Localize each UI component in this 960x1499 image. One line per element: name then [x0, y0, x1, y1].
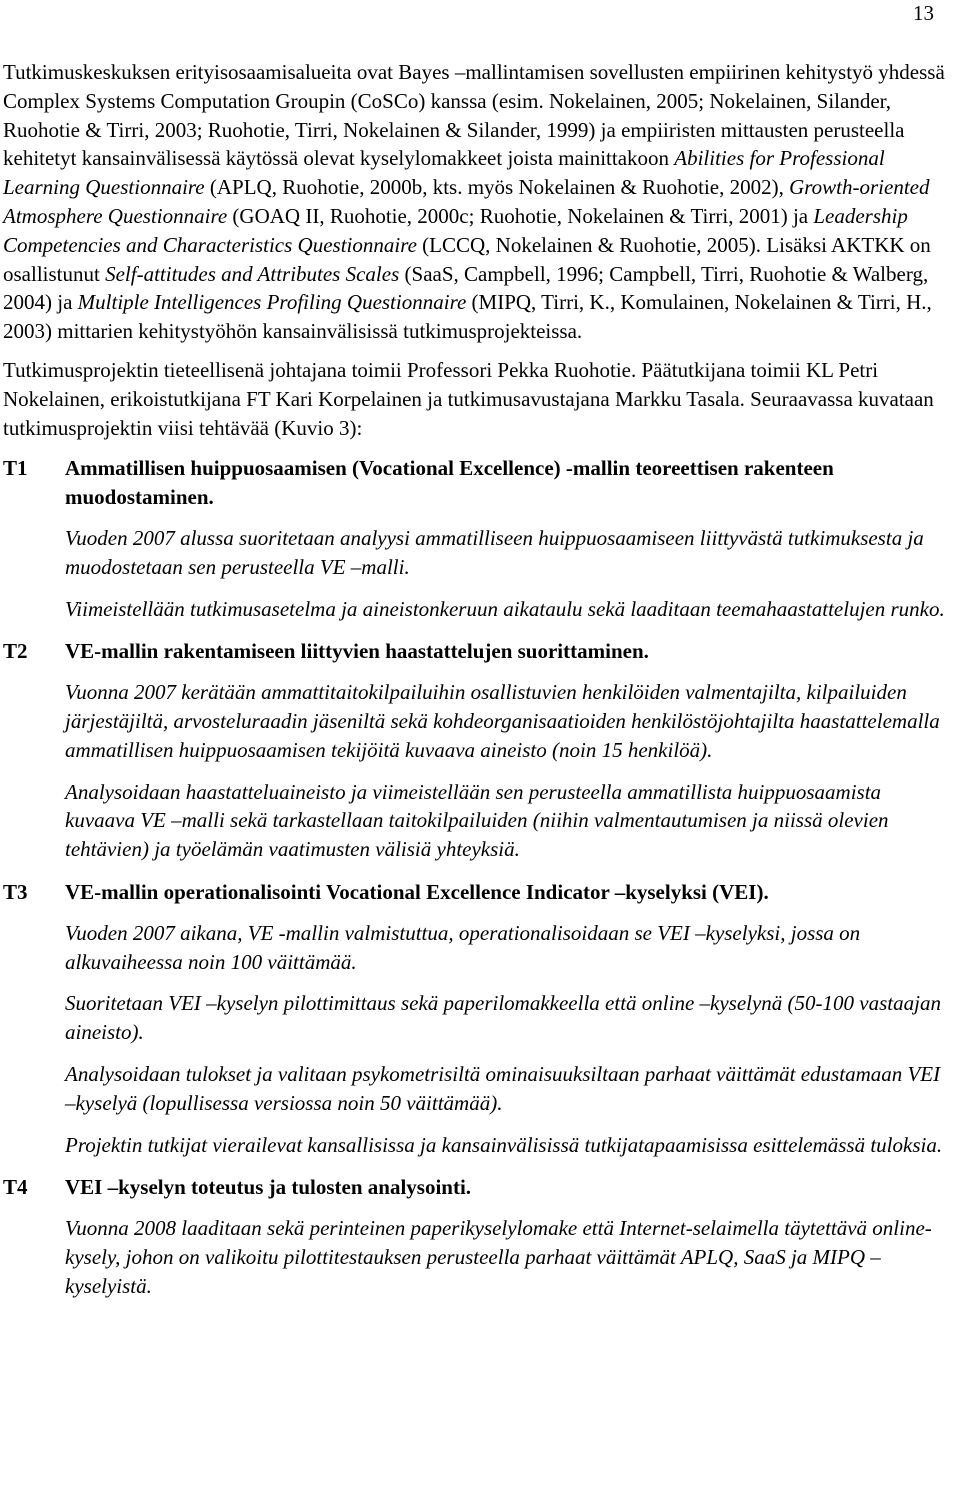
task-body — [65, 1173, 953, 1314]
intro-text-5: (SaaS, Campbell, 1996; Campbell, Tirri, Ruohotie & Walberg, 2004) ja — [3, 261, 929, 315]
task-t4 — [3, 1173, 953, 1314]
task-t2 — [3, 637, 953, 878]
task-body — [65, 878, 953, 1173]
task-description: Vuoden 2007 alussa suoritetaan analyysi ammatilliseen huippuosaamiseen liittyvästä tutkimuksesta ja muodostetaan sen perusteella VE –malli. — [65, 525, 924, 579]
task-id: T2 — [3, 639, 28, 664]
aplq-title: Abilities for Professional Learning Questionnaire — [3, 146, 885, 200]
task-description: Projektin tutkijat vierailevat kansallisissa ja kansainvälisissä tutkijatapaamisissa esittelemässä tuloksia. — [65, 1132, 943, 1157]
lccq-title: Leadership Competencies and Characteristics Questionnaire — [3, 203, 908, 257]
intro-text-6: (MIPQ, Tirri, K., Komulainen, Nokelainen & Tirri, H., 2003) mittarien kehitystyöhön kansainvälisissä tutkimusprojekteissa. — [3, 290, 932, 344]
task-description: Suoritetaan VEI –kyselyn pilottimittaus sekä paperilomakkeella että online –kyselynä (50-100 vastaajan aineisto). — [65, 991, 941, 1045]
task-description: Vuonna 2007 kerätään ammattitaitokilpailuihin osallistuvien henkilöiden valmentajilta, kilpailuiden järjestäjiltä, arvosteluraadin jäseniltä sekä kohdeorganisaatioiden henkilöstöjohtajilta haastattelemalla ammatillisen huippuosaamisen tekijöitä kuvaava aineisto (noin 15 henkilöä). — [65, 680, 940, 762]
task-description: Vuonna 2008 laaditaan sekä perinteinen paperikyselylomake että Internet-selaimella täytettävä online-kysely, johon on valikoitu pilottitestauksen perusteella parhaat väittämät APLQ, SaaS ja MIPQ –kyselyistä. — [65, 1216, 932, 1298]
task-id: T4 — [3, 1175, 28, 1200]
task-title: VE-mallin operationalisointi Vocational Excellence Indicator –kyselyksi (VEI). — [65, 879, 769, 904]
task-description: Viimeistellään tutkimusasetelma ja aineistonkeruun aikataulu sekä laaditaan teemahaastattelujen runko. — [65, 596, 945, 621]
task-id: T1 — [3, 456, 28, 481]
task-title: Ammatillisen huippuosaamisen (Vocational Excellence) -mallin teoreettisen rakenteen muodostaminen. — [65, 456, 834, 510]
task-description: Analysoidaan tulokset ja valitaan psykometrisiltä ominaisuuksiltaan parhaat väittämät edustamaan VEI –kyselyä (lopullisessa versiossa noin 50 väittämää). — [65, 1061, 941, 1115]
intro-text-1: Tutkimuskeskuksen erityisosaamisalueita ovat Bayes –mallintamisen sovellusten empiirinen kehitystyö yhdessä Complex Systems Computation Groupin (CoSCo) kanssa (esim. Nokelainen, 2005; Nokelainen, Silander, Ruohotie & Tirri, 2003; Ruohotie, Tirri, Nokelainen & Silander, 1999) ja empiiristen mittausten perusteella kehitetyt kansainvälisessä käytössä olevat kyselylomakkeet joista mainittakoon — [3, 60, 945, 171]
task-body — [65, 454, 953, 637]
task-t1 — [3, 454, 953, 637]
task-title: VE-mallin rakentamiseen liittyvien haastattelujen suorittaminen. — [65, 639, 649, 664]
task-body — [65, 637, 953, 878]
task-title: VEI –kyselyn toteutus ja tulosten analysointi. — [65, 1175, 472, 1200]
task-description: Analysoidaan haastatteluaineisto ja viimeistellään sen perusteella ammatillista huippuosaamista kuvaava VE –malli sekä tarkastellaan taitokilpailuiden (niihin valmentautumisen ja niissä olevien tehtävien) ja työelämän vaatimusten välisiä yhteyksiä. — [65, 779, 889, 862]
intro-text-3: (GOAQ II, Ruohotie, 2000c; Ruohotie, Nokelainen & Tirri, 2001) ja — [227, 203, 814, 228]
task-description: Vuoden 2007 aikana, VE -mallin valmistuttua, operationalisoidaan se VEI –kyselyksi, jossa on alkuvaiheessa noin 100 väittämää. — [65, 920, 861, 974]
mipq-title: Multiple Intelligences Profiling Questionnaire — [77, 290, 467, 315]
saas-title: Self-attitudes and Attributes Scales — [105, 261, 400, 286]
document-body — [3, 58, 953, 1314]
task-t3 — [3, 878, 953, 1173]
page-number: 13 — [913, 1, 934, 25]
goaq-title: Growth-oriented Atmosphere Questionnaire — [3, 175, 930, 228]
intro-text-2: (APLQ, Ruohotie, 2000b, kts. myös Nokelainen & Ruohotie, 2002), — [204, 175, 790, 200]
task-id: T3 — [3, 879, 28, 904]
staff-paragraph: Tutkimusprojektin tieteellisenä johtajana toimii Professori Pekka Ruohotie. Päätutkijana toimii KL Petri Nokelainen, erikoistutkijana FT Kari Korpelainen ja tutkimusavustajana Markku Tasala. Seuraavassa kuvataan tutkimusprojektin viisi tehtävää (Kuvio 3): — [3, 357, 934, 440]
intro-paragraph — [3, 58, 953, 346]
intro-text-4: (LCCQ, Nokelainen & Ruohotie, 2005). Lisäksi AKTKK on osallistunut — [3, 232, 931, 286]
